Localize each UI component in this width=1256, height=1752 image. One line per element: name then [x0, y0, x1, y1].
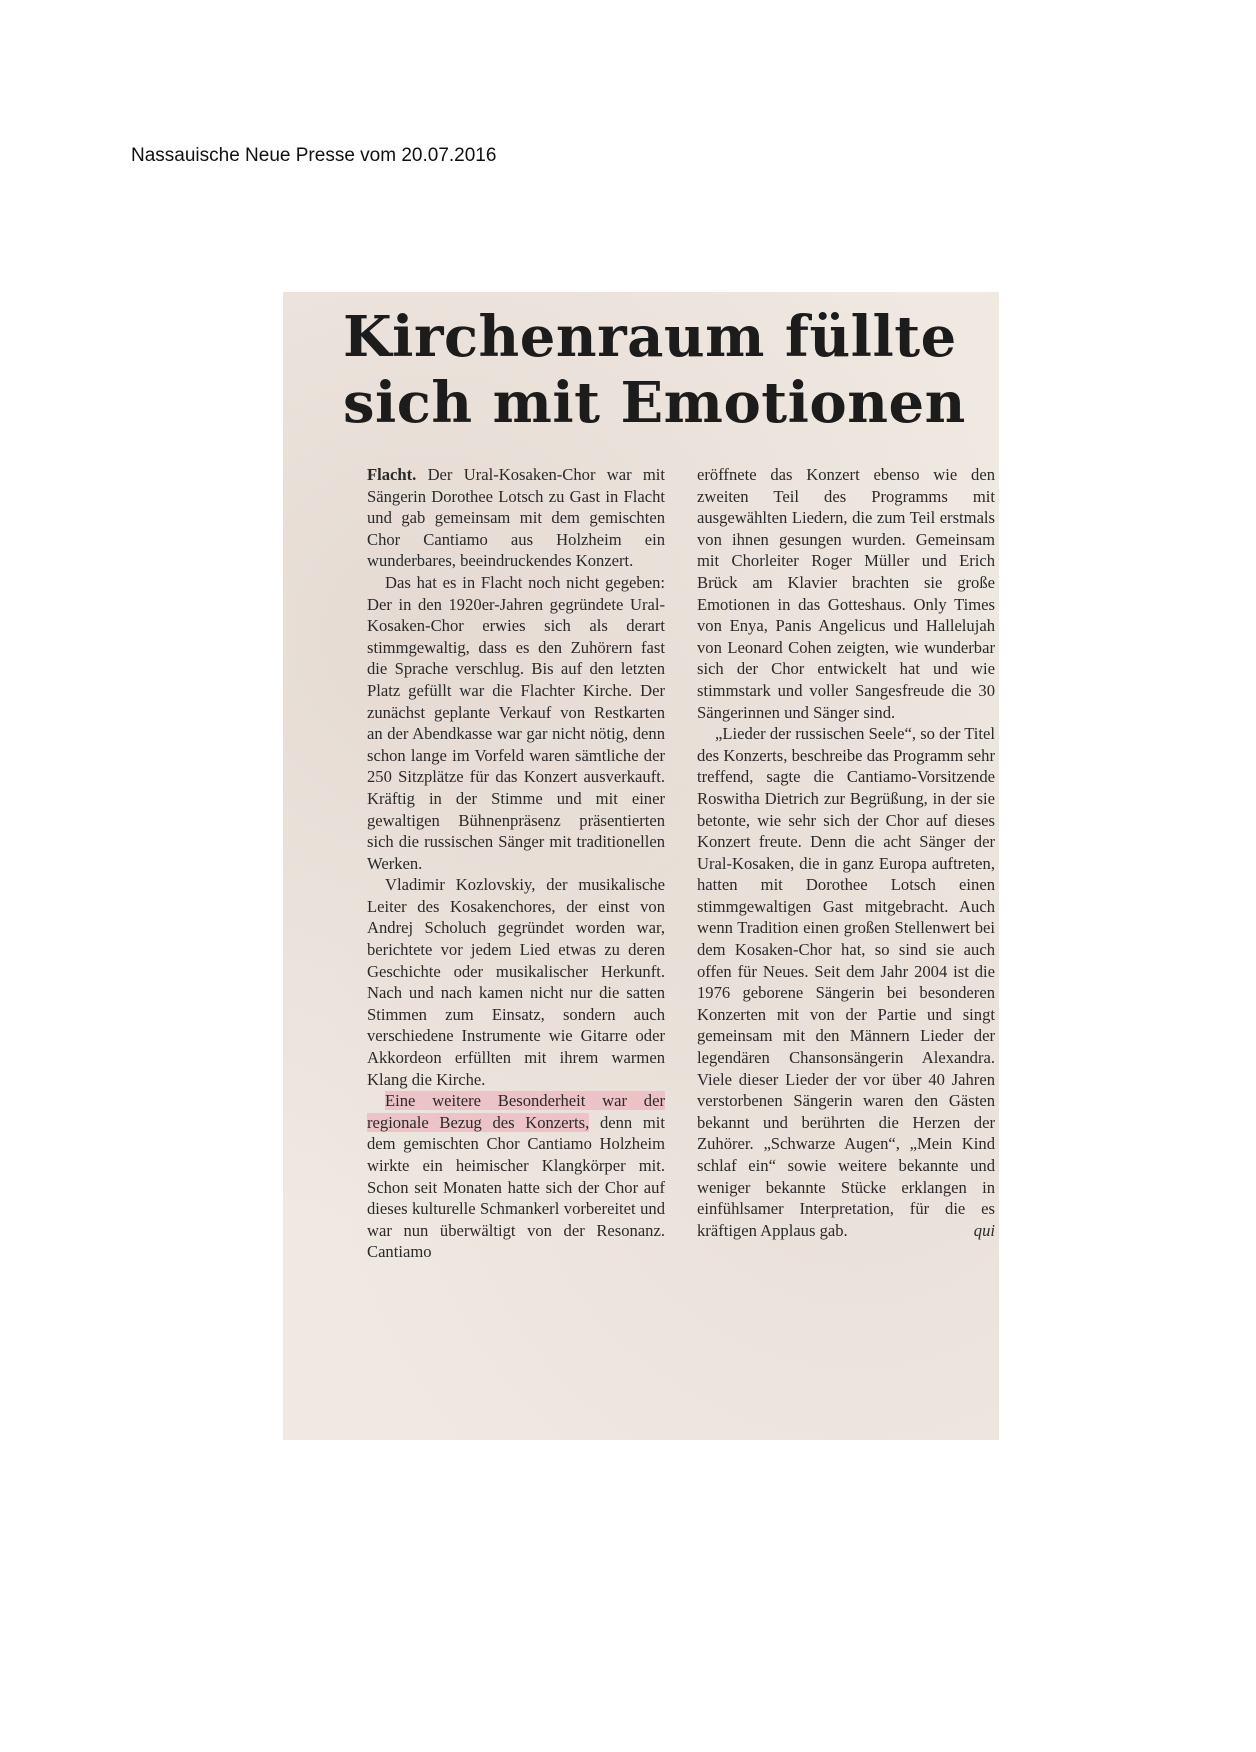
article-column-right — [697, 464, 995, 1241]
article-headline — [343, 304, 983, 436]
paragraph-text: denn mit dem gemischten Chor Cantiamo Holzheim wirkte ein heimischer Klangkörper mit. Schon seit Monaten hatte sich der Chor auf dieses kulturelle Schmankerl vorbereitet und war nun überwältigt von der Resonanz. Cantiamo — [367, 1112, 665, 1262]
article-paragraph: eröffnete das Konzert ebenso wie den zweiten Teil des Programms mit ausgewählten Liedern, die zum Teil erstmals von ihnen gesungen wurden. Gemeinsam mit Chorleiter Roger Müller und Erich Brück am Klavier brachten sie große Emotionen in das Gotteshaus. Only Times von Enya, Panis Angelicus und Hallelujah von Leonard Cohen zeigten, wie wunderbar sich der Chor entwickelt hat und wie stimmstark und voller Sangesfreude die 30 Sängerinnen und Sänger sind. — [697, 465, 995, 722]
headline-line-2: sich mit Emotionen — [343, 370, 966, 436]
source-caption: Nassauische Neue Presse vom 20.07.2016 — [131, 145, 497, 166]
article-column-left — [367, 464, 665, 1263]
article-paragraph: Das hat es in Flacht noch nicht gegeben: Der in den 1920er-Jahren gegründete Ural-Kosaken-Chor erwies sich als derart stimmgewaltig, dass es den Zuhörern fast die Sprache verschlug. Bis auf den letzten Platz gefüllt war die Flachter Kirche. Der zunächst geplante Verkauf von Restkarten an der Abendkasse war gar nicht nötig, denn schon lange im Vorfeld waren sämtliche der 250 Sitzplätze für das Konzert ausverkauft. Kräftig in der Stimme und mit einer gewaltigen Bühnenpräsenz präsentierten sich die russischen Sänger mit traditionellen Werken. — [367, 572, 665, 873]
paragraph-text: „Lieder der russischen Seele“, so der Titel des Konzerts, beschreibe das Programm sehr treffend, sagte die Cantiamo-Vorsitzende Roswitha Dietrich zur Begrüßung, in der sie betonte, wie sehr sich der Chor auf dieses Konzert freute. Denn die acht Sänger der Ural-Kosaken, die in ganz Europa auftreten, hatten mit Dorothee Lotsch einen stimmgewaltigen Gast mitgebracht. Auch wenn Tradition einen großen Stellenwert bei dem Kosaken-Chor hat, so sind sie auch offen für Neues. Seit dem Jahr 2004 ist die 1976 geborene Sängerin bei besonderen Konzerten mit von der Partie und singt gemeinsam mit den Männern Lieder der legendären Chansonsängerin Alexandra. Viele dieser Lieder der vor über 40 Jahren verstorbenen Sängerin waren den Gästen bekannt und berührten die Herzen der Zuhörer. „Schwarze Augen“, „Mein Kind schlaf ein“ sowie weitere bekannte und weniger bekannte Stücke erklangen in einfühlsamer Interpretation, für die es kräftigen Applaus gab. — [697, 724, 995, 1240]
highlighted-sentence: Eine weitere Besonderheit war der regionale Bezug des Konzerts, — [367, 1091, 665, 1132]
headline-line-1: Kirchenraum füllte — [343, 304, 957, 370]
article-paragraph — [697, 723, 995, 1241]
newspaper-clipping — [283, 292, 999, 1440]
dateline: Flacht. — [367, 465, 417, 484]
paragraph-text: Der Ural-Kosaken-Chor war mit Sängerin Dorothee Lotsch zu Gast in Flacht und gab gemeinsam mit dem gemischten Chor Cantiamo aus Holzheim ein wunderbares, beeindruckendes Konzert. — [367, 465, 666, 571]
article-paragraph — [367, 464, 665, 572]
author-signature: qui — [973, 1220, 995, 1240]
article-paragraph — [367, 1090, 665, 1263]
article-paragraph: Vladimir Kozlovskiy, der musikalische Leiter des Kosakenchores, der einst von Andrej Scholuch gegründet worden war, berichtete vor jedem Lied etwas zu deren Geschichte oder musikalischer Herkunft. Nach und nach kamen nicht nur die satten Stimmen zum Einsatz, sondern auch verschiedene Instrumente wie Gitarre oder Akkordeon erfüllten mit ihrem warmen Klang die Kirche. — [367, 875, 665, 1089]
